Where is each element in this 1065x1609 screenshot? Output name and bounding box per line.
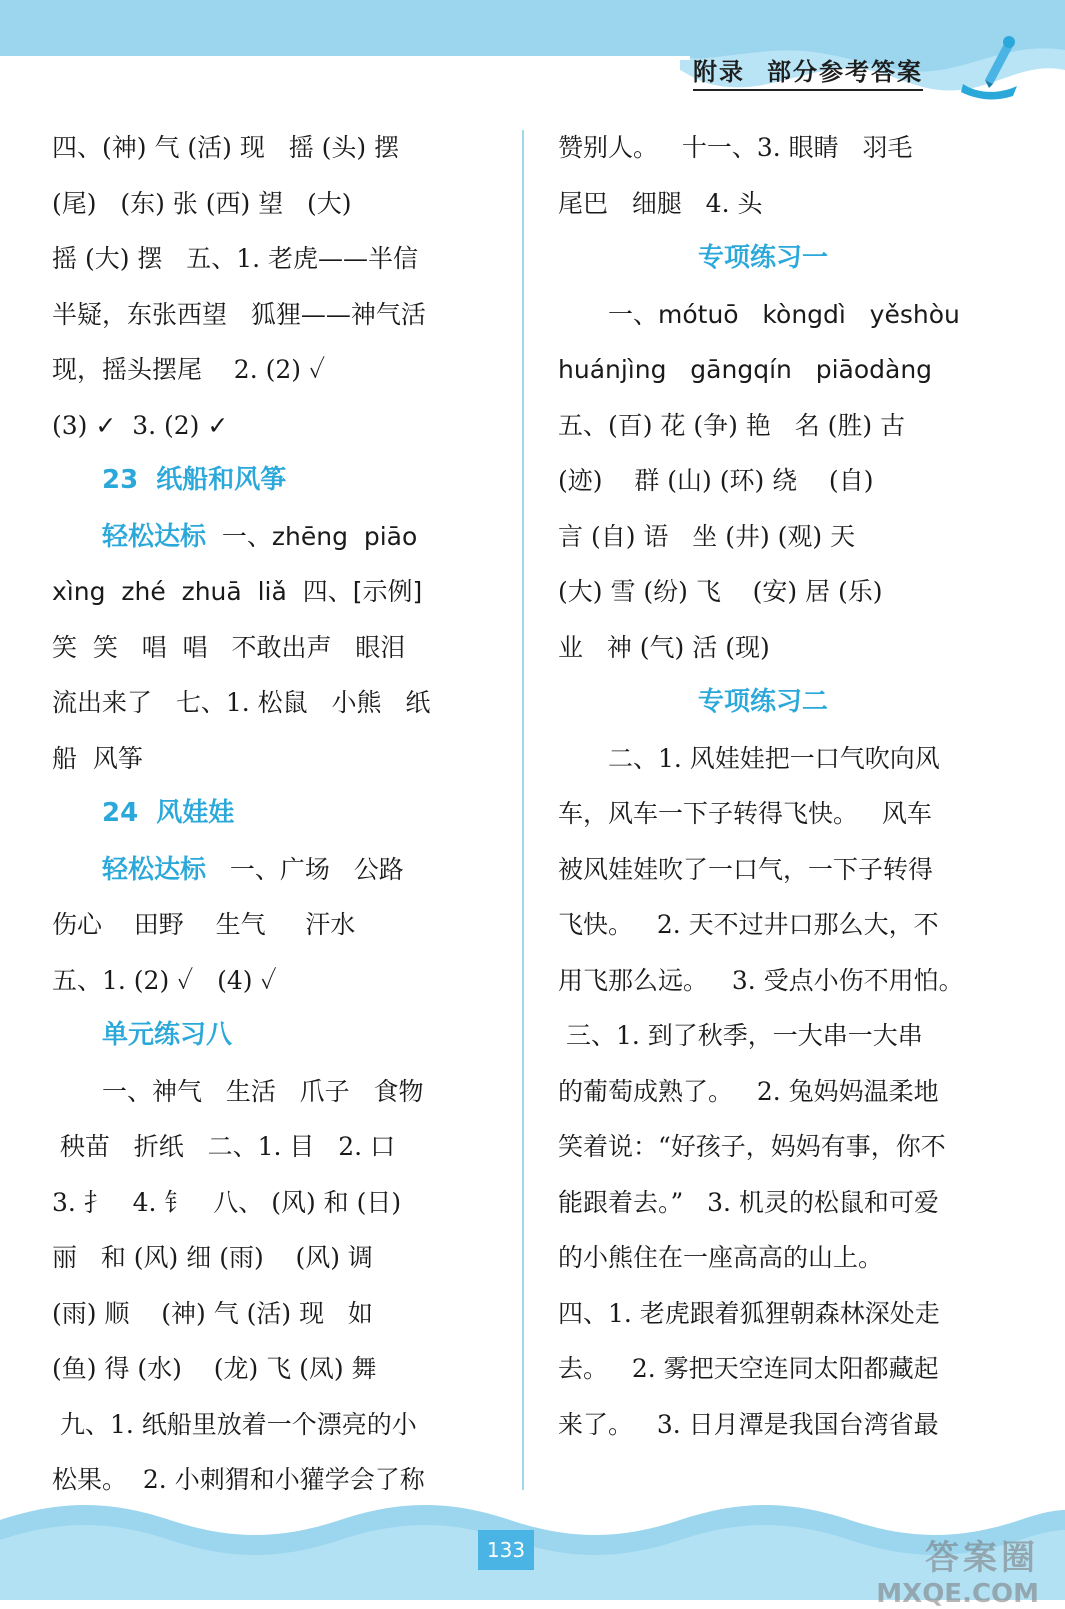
answer-line: 摇 (大) 摆 五、1. 老虎——半信 — [52, 244, 419, 273]
answer-line: 3. 扌 4. 钅 八、 (风) 和 (日) — [52, 1187, 402, 1217]
section-heading: 单元练习八 — [102, 1020, 233, 1050]
watermark — [876, 1530, 1039, 1609]
answer-line: (迹) 群 (山) (环) 绕 (自) — [558, 466, 874, 495]
answer-line: 半疑，东张西望 狐狸——神气活 — [52, 299, 426, 329]
header-answers: 部分参考答案 — [767, 58, 923, 86]
answer-line: 二、1. 风娃娃把一口气吹向风 — [608, 743, 940, 773]
answer-line: 尾巴 细腿 4. 头 — [558, 188, 763, 218]
answer-line: 笑 笑 唱 唱 不敢出声 眼泪 — [52, 632, 406, 662]
answer-line: 笑着说：“好孩子，妈妈有事，你不 — [558, 1132, 946, 1161]
section-heading: 专项练习一 — [697, 243, 828, 273]
answer-line — [52, 842, 472, 898]
answer-line: 业 神 (气) 活 (现) — [558, 632, 770, 662]
answer-line: 九、1. 纸船里放着一个漂亮的小 — [52, 1409, 417, 1439]
answer-line: 五、1. (2) ✓ (4) ✓ — [52, 965, 277, 995]
answer-line: 一、神气 生活 爪子 食物 — [102, 1076, 424, 1106]
answer-line: 四、(神) 气 (活) 现 摇 (头) 摆 — [52, 133, 400, 162]
answer-line: (大) 雪 (纷) 飞 (安) 居 (乐) — [558, 577, 883, 606]
page-number: 133 — [478, 1530, 534, 1570]
header-appendix: 附录 — [693, 58, 745, 86]
answer-line: 四、1. 老虎跟着狐狸朝森林深处走 — [558, 1298, 940, 1328]
answer-line: (尾) (东) 张 (西) 望 (大) — [52, 188, 352, 218]
header-title — [693, 52, 923, 91]
practice-label: 轻松达标 — [102, 521, 207, 552]
answer-line: 车，风车一下子转得飞快。 风车 — [558, 799, 932, 828]
answer-line: 被风娃娃吹了一口气，一下子转得 — [558, 854, 934, 884]
pen-book-icon — [955, 34, 1025, 108]
answer-line: 一、mótuō kòngdì yěshòu — [608, 299, 960, 329]
answer-line: (3) ✓ 3. (2) ✓ — [52, 410, 229, 440]
section-heading: 专项练习二 — [697, 687, 828, 717]
answer-line: 三、1. 到了秋季，一大串一大串 — [558, 1021, 923, 1050]
section-heading: 24 风娃娃 — [102, 798, 235, 828]
answer-line: 用飞那么远。 3. 受点小伤不用怕。 — [558, 965, 964, 995]
right-column — [558, 120, 978, 1452]
watermark-url: MXQE.COM — [876, 1579, 1039, 1609]
column-divider — [522, 130, 524, 1490]
answer-line: 来了。 3. 日月潭是我国台湾省最 — [558, 1409, 939, 1439]
answer-text: 一、广场 公路 — [206, 854, 404, 884]
answer-line: 赞别人。 十一、3. 眼睛 羽毛 — [558, 133, 913, 162]
answer-line: 松果。 2. 小刺猬和小獾学会了称 — [52, 1465, 425, 1494]
answer-line: 五、(百) 花 (争) 艳 名 (胜) 古 — [558, 410, 906, 440]
answer-line: 伤心 田野 生气 汗水 — [52, 910, 356, 939]
answer-line: 能跟着去。” 3. 机灵的松鼠和可爱 — [558, 1187, 939, 1217]
section-heading: 23 纸船和风筝 — [102, 465, 287, 495]
watermark-title: 答案圈 — [925, 1538, 1039, 1578]
answer-line: 的葡萄成熟了。 2. 兔妈妈温柔地 — [558, 1076, 939, 1106]
answer-line: 去。 2. 雾把天空连同太阳都藏起 — [558, 1354, 939, 1383]
answer-line: xìng zhé zhuā liǎ 四、[示例] — [52, 577, 423, 606]
answer-line: 飞快。 2. 天不过井口那么大，不 — [558, 910, 939, 939]
answer-line: huánjìng gāngqín piāodàng — [558, 355, 933, 384]
answer-line: 秧苗 折纸 二、1. 目 2. 口 — [52, 1132, 396, 1161]
answer-line: 言 (自) 语 坐 (井) (观) 天 — [558, 521, 856, 551]
answer-line: 丽 和 (风) 细 (雨) (风) 调 — [52, 1243, 373, 1272]
practice-label: 轻松达标 — [102, 854, 207, 885]
answer-line: 现，摇头摆尾 2. (2) ✓ — [52, 355, 326, 384]
answer-line: 流出来了 七、1. 松鼠 小熊 纸 — [52, 688, 431, 717]
answer-line: (雨) 顺 (神) 气 (活) 现 如 — [52, 1298, 373, 1328]
answer-line — [52, 509, 472, 565]
answer-line: 的小熊住在一座高高的山上。 — [558, 1243, 884, 1272]
left-column — [52, 120, 472, 1508]
answer-text: 一、zhēng piāo — [206, 521, 418, 551]
answer-line: 船 风筝 — [52, 743, 143, 773]
answer-line: (鱼) 得 (水) (龙) 飞 (凤) 舞 — [52, 1354, 377, 1383]
